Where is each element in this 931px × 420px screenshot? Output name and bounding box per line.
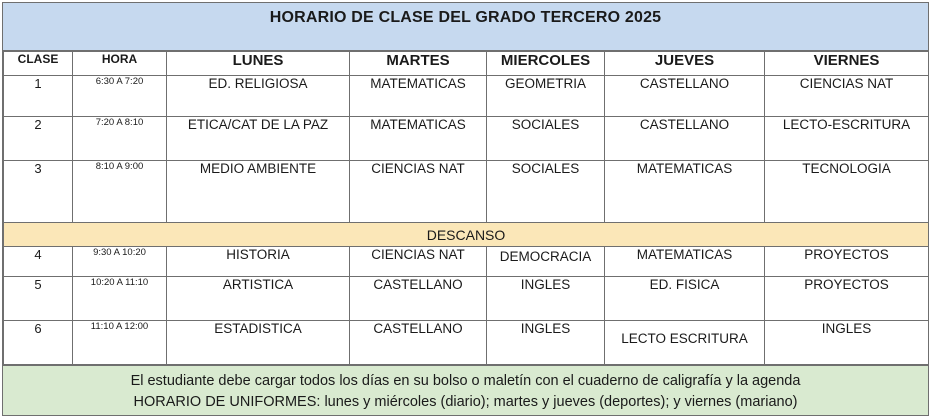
subject-cell: MATEMATICAS	[605, 247, 765, 277]
subject-cell: LECTO-ESCRITURA	[765, 117, 929, 161]
class-row-1	[4, 76, 929, 117]
header-clase: CLASE	[4, 52, 73, 76]
class-number: 5	[4, 277, 73, 321]
subject-cell: CASTELLANO	[605, 117, 765, 161]
header-day-lunes: LUNES	[167, 52, 350, 76]
class-number: 6	[4, 321, 73, 365]
subject-cell: SOCIALES	[487, 161, 605, 223]
subject-cell: PROYECTOS	[765, 247, 929, 277]
class-number: 3	[4, 161, 73, 223]
header-day-viernes: VIERNES	[765, 52, 929, 76]
class-time: 7:20 A 8:10	[73, 117, 167, 161]
subject-cell: INGLES	[487, 321, 605, 365]
break-label: DESCANSO	[4, 223, 929, 247]
subject-cell: ED. FISICA	[605, 277, 765, 321]
class-number: 2	[4, 117, 73, 161]
subject-cell: GEOMETRIA	[487, 76, 605, 117]
break-row	[4, 223, 929, 247]
subject-cell: CIENCIAS NAT	[350, 247, 487, 277]
subject-cell: ARTISTICA	[167, 277, 350, 321]
schedule-sheet	[2, 2, 929, 416]
subject-cell: CIENCIAS NAT	[765, 76, 929, 117]
subject-cell: SOCIALES	[487, 117, 605, 161]
class-time: 10:20 A 11:10	[73, 277, 167, 321]
subject-cell: MATEMATICAS	[350, 117, 487, 161]
notes-line-uniforms: HORARIO DE UNIFORMES: lunes y miércoles (diario); martes y jueves (deportes); y viernes (mariano)	[133, 394, 798, 410]
subject-cell: CASTELLANO	[605, 76, 765, 117]
class-time: 6:30 A 7:20	[73, 76, 167, 117]
header-hora: HORA	[73, 52, 167, 76]
subject-cell: ETICA/CAT DE LA PAZ	[167, 117, 350, 161]
class-row-5	[4, 277, 929, 321]
header-day-miercoles: MIERCOLES	[487, 52, 605, 76]
subject-cell	[605, 321, 765, 365]
class-row-2	[4, 117, 929, 161]
header-day-martes: MARTES	[350, 52, 487, 76]
notes-footer	[3, 365, 928, 415]
subject-cell: PROYECTOS	[765, 277, 929, 321]
subject-cell: MATEMATICAS	[350, 76, 487, 117]
notes-line-supplies: El estudiante debe cargar todos los días en su bolso o maletín con el cuaderno de caligrafía y la agenda	[130, 373, 801, 389]
subject-cell: ED. RELIGIOSA	[167, 76, 350, 117]
class-row-4	[4, 247, 929, 277]
header-row	[4, 52, 929, 76]
subject-cell: CASTELLANO	[350, 321, 487, 365]
class-time: 8:10 A 9:00	[73, 161, 167, 223]
class-time: 9:30 A 10:20	[73, 247, 167, 277]
subject-cell: CASTELLANO	[350, 277, 487, 321]
class-number: 4	[4, 247, 73, 277]
subject-cell: HISTORIA	[167, 247, 350, 277]
subject-text: DEMOCRACIA	[499, 249, 592, 264]
class-number: 1	[4, 76, 73, 117]
class-row-6	[4, 321, 929, 365]
header-day-jueves: JUEVES	[605, 52, 765, 76]
subject-cell: ESTADISTICA	[167, 321, 350, 365]
subject-text: LECTO ESCRITURA	[621, 331, 748, 346]
subject-cell	[487, 247, 605, 277]
schedule-table	[3, 51, 929, 365]
subject-cell: MEDIO AMBIENTE	[167, 161, 350, 223]
subject-cell: INGLES	[765, 321, 929, 365]
schedule-title: HORARIO DE CLASE DEL GRADO TERCERO 2025	[269, 9, 662, 26]
title-banner	[3, 3, 928, 51]
subject-cell: MATEMATICAS	[605, 161, 765, 223]
subject-cell: INGLES	[487, 277, 605, 321]
subject-cell: TECNOLOGIA	[765, 161, 929, 223]
class-row-3	[4, 161, 929, 223]
class-time: 11:10 A 12:00	[73, 321, 167, 365]
subject-cell: CIENCIAS NAT	[350, 161, 487, 223]
